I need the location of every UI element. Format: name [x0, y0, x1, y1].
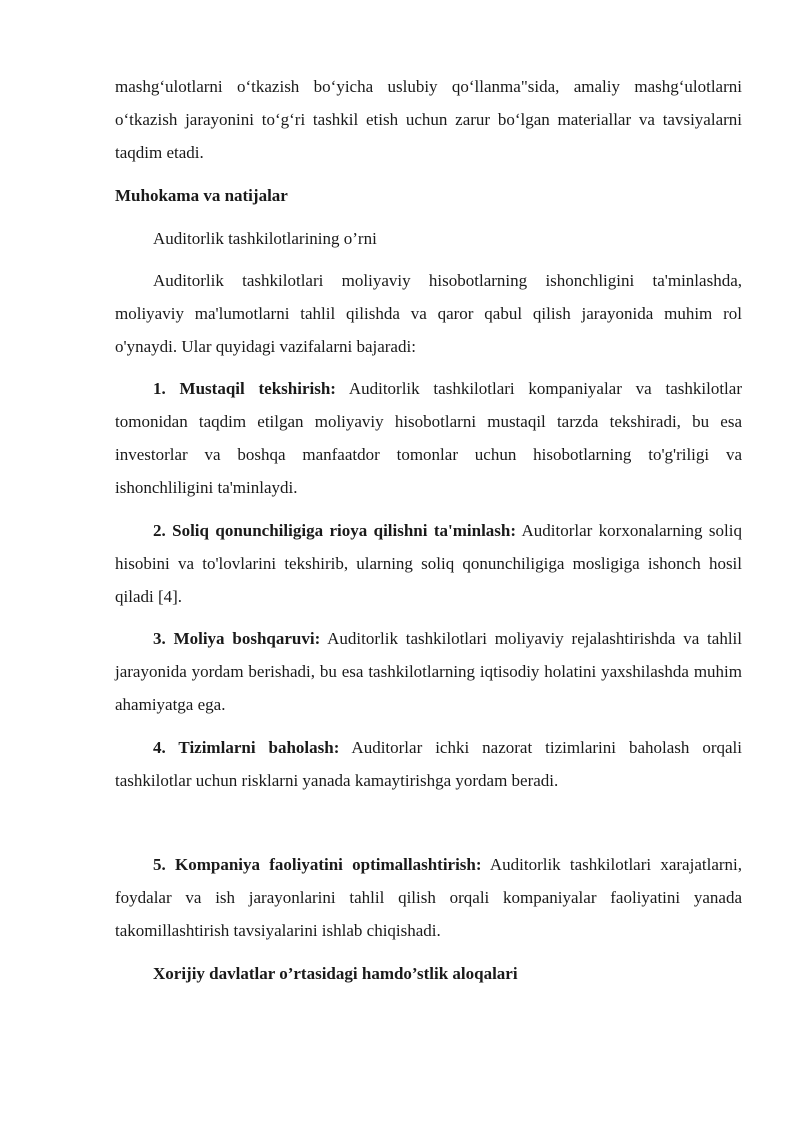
list-item-2 [115, 514, 742, 613]
list-item-title: 2. Soliq qonunchiligiga rioya qilishni ta'minlash: [153, 521, 517, 540]
closing-heading: Xorijiy davlatlar o’rtasidagi hamdo’stlik aloqalari [153, 964, 518, 983]
subheading: Auditorlik tashkilotlarining o’rni [153, 229, 377, 248]
list-item-text: Auditorlik tashkilotlari moliyaviy rejalashtirishda va tahlil jarayonida yordam berishadi, bu esa tashkilotlarning iqtisodiy holatini yaxshilashda muhim ahamiyatga ega. [115, 629, 742, 714]
list-item-1 [115, 372, 742, 504]
list-item-text: Auditorlik tashkilotlari xarajatlarni, foydalar va ish jarayonlarini tahlil qilish orqali kompaniyalar faoliyatini yanada takomillashtirish tavsiyalarini ishlab chiqishadi. [115, 855, 742, 940]
intro-paragraph: mashg‘ulotlarni o‘tkazish bo‘yicha uslubiy qo‘llanma"sida, amaliy mashg‘ulotlarni o‘tkazish jarayonini to‘g‘ri tashkil etish uchun zarur bo‘lgan materiallar va tavsiyalarni taqdim etadi. [115, 77, 742, 162]
list-item-title: 1. Mustaqil tekshirish: [153, 379, 336, 398]
list-item-title: 5. Kompaniya faoliyatini optimallashtirish: [153, 855, 482, 874]
section-heading: Muhokama va natijalar [115, 186, 288, 205]
list-item-title: 4. Tizimlarni baholash: [153, 738, 340, 757]
list-item-text: Auditorlik tashkilotlari kompaniyalar va tashkilotlar tomonidan taqdim etilgan moliyaviy hisobotlarni mustaqil tarzda tekshiradi, bu esa investorlar va boshqa manfaatdor tomonlar uchun hisobotlarning to'g'riligi va ishonchliligini ta'minlaydi. [115, 379, 742, 497]
list-item-title: 3. Moliya boshqaruvi: [153, 629, 321, 648]
list-item-4 [115, 731, 742, 797]
body-paragraph: Auditorlik tashkilotlari moliyaviy hisobotlarning ishonchligini ta'minlashda, moliyaviy ma'lumotlarni tahlil qilishda va qaror qabul qilish jarayonida muhim rol o'ynaydi. Ular quyidagi vazifalarni bajaradi: [115, 271, 742, 356]
list-item-3 [115, 622, 742, 721]
list-item-text: Auditorlar ichki nazorat tizimlarini baholash orqali tashkilotlar uchun risklarni yanada kamaytirishga yordam beradi. [115, 738, 742, 790]
list-item-text: Auditorlar korxonalarning soliq hisobini va to'lovlarini tekshirib, ularning soliq qonunchiligiga mosligiga ishonch hosil qiladi [4]. [115, 521, 742, 606]
list-item-5 [115, 848, 742, 947]
